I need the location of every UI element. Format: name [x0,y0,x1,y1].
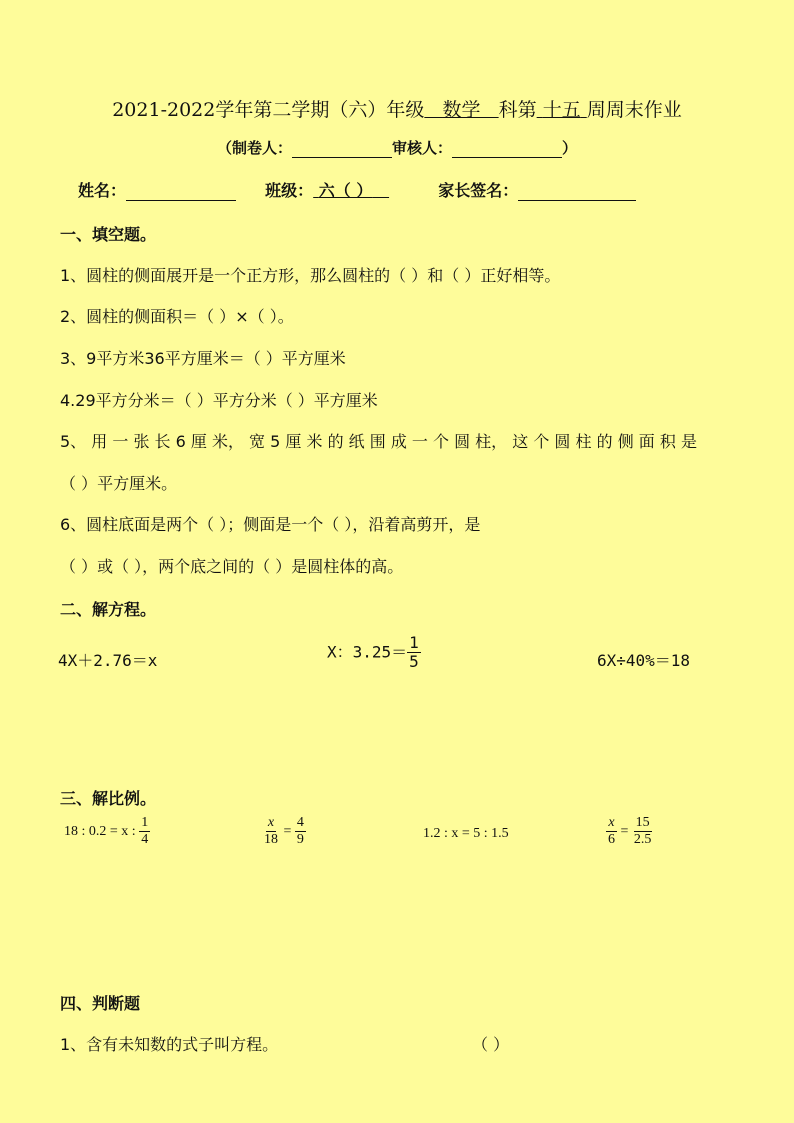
name-blank[interactable] [126,184,236,201]
week-value: 十五 [542,99,581,121]
subject-field [424,99,498,121]
week-field [537,99,587,121]
proportion-2-right-fraction: $\frac{4}{9}$ [296,815,304,848]
title-mid: 科第 [498,99,537,121]
question-1-5a: 5、 用 一 张 长 6 厘 米， 宽 5 厘 米 的 纸 围 成 一 个 圆 柱， 这 个 圆 柱 的 侧 面 积 是 [60,432,697,451]
preparer-label: （制卷人： [216,139,292,157]
student-info-line [78,178,636,201]
equation-3: 6X÷40%＝18 [597,651,691,670]
proportion-1: 18 : 0.2 = x : $\frac{1}{4}$ [64,815,149,848]
equation-2-left: X：3.25＝ [327,642,408,662]
class-value[interactable]: 六（ ） [318,181,373,200]
preparer-line [0,137,794,158]
preparer-close: ） [562,139,578,157]
section-judgement-title: 四、判断题 [60,994,141,1013]
name-label: 姓名： [78,181,127,200]
equation-2-fraction: $\frac{1}{5}$ [409,633,419,672]
question-1-6a: 6、圆柱底面是两个（ ）；侧面是一个（ ），沿着高剪开，是 [60,515,481,534]
proportion-1-fraction: $\frac{1}{4}$ [141,815,149,848]
section-equations-title: 二、解方程。 [60,600,157,619]
section-proportion-title: 三、解比例。 [60,789,157,808]
judgement-question-1: 1、含有未知数的式子叫方程。 [60,1035,279,1054]
proportion-2-left-fraction: $\frac{x}{18}$ [264,815,278,848]
proportion-4-right-fraction: $\frac{15}{2.5}$ [633,815,652,848]
worksheet-title [0,95,794,122]
title-prefix: 2021-2022学年第二学期（六）年级 [112,99,425,121]
equation-2 [327,634,421,672]
reviewer-blank[interactable] [452,142,562,158]
proportion-4: $\frac{x}{6}$ = $\frac{15}{2.5}$ [608,815,652,848]
proportion-4-left-fraction: $\frac{x}{6}$ [608,815,615,848]
judgement-answer-paren[interactable]: （ ） [472,1035,510,1054]
question-1-3: 3、9平方米36平方厘米＝（ ）平方厘米 [60,349,346,368]
title-suffix: 周周末作业 [586,99,682,121]
question-1-5b: （ ）平方厘米。 [60,474,178,493]
question-1-4: 4.29平方分米＝（ ）平方分米（ ）平方厘米 [60,391,378,410]
proportion-2: $\frac{x}{18}$ = $\frac{4}{9}$ [264,815,304,848]
equation-1: 4X＋2.76＝x [58,651,158,670]
parent-sign-blank[interactable] [518,184,636,201]
question-1-1: 1、圆柱的侧面展开是一个正方形，那么圆柱的（ ）和（ ）正好相等。 [60,266,561,285]
subject-value: 数学 [442,99,481,121]
parent-sign-label: 家长签名： [438,181,519,200]
section-fill-blank-title: 一、填空题。 [60,225,157,244]
class-label: 班级： [265,181,314,200]
preparer-blank[interactable] [292,142,392,158]
reviewer-label: 审核人： [391,139,452,157]
proportion-3: 1.2 : x = 5 : 1.5 [423,826,509,841]
question-1-6b: （ ）或（ ），两个底之间的（ ）是圆柱体的高。 [60,557,404,576]
question-1-2: 2、圆柱的侧面积＝（ ）×（ ）。 [60,307,294,326]
